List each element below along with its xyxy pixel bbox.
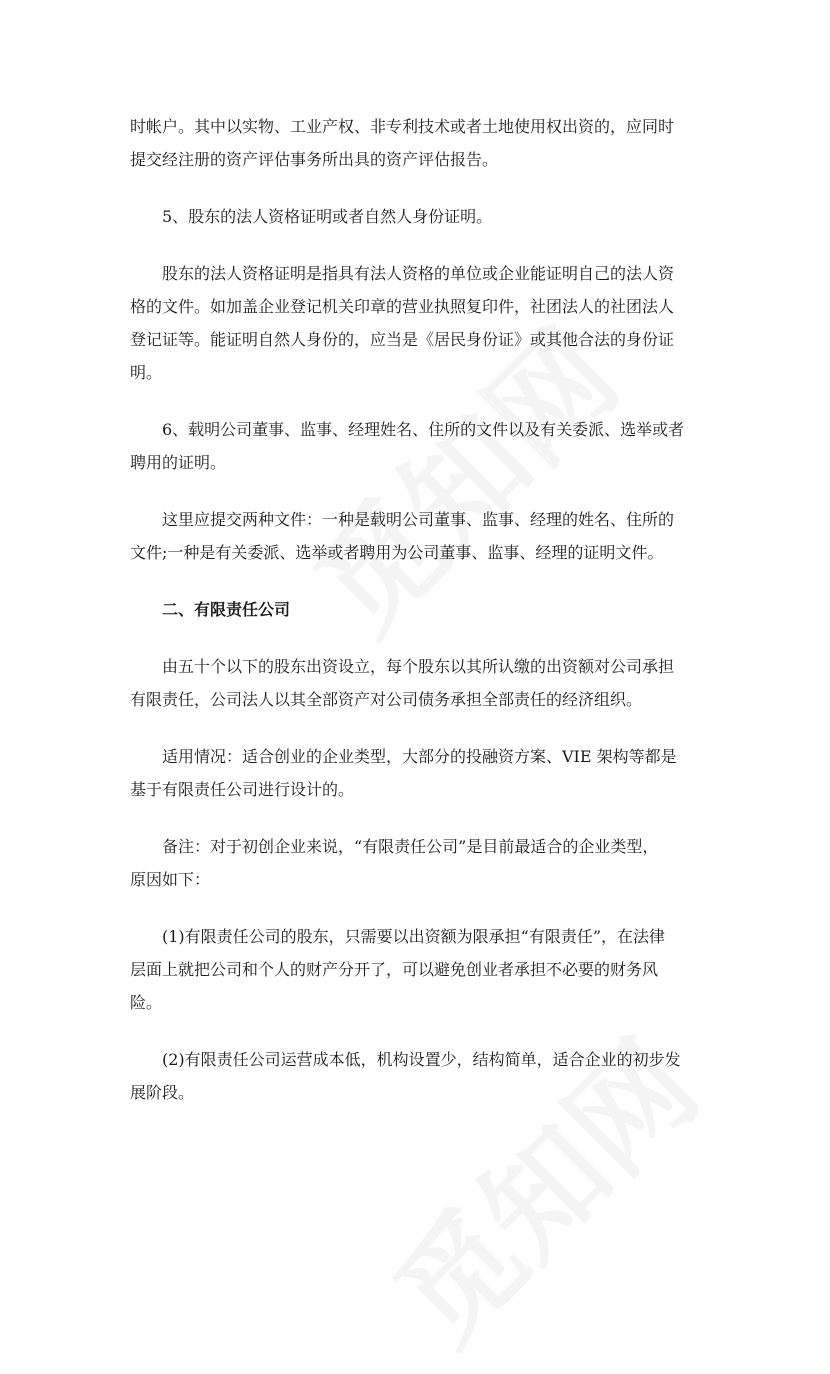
text-line: 由五十个以下的股东出资设立，每个股东以其所认缴的出资额对公司承担 bbox=[162, 657, 675, 676]
text-line: 适用情况：适合创业的企业类型，大部分的投融资方案、VIE 架构等都是 bbox=[162, 747, 677, 766]
para-capital-account bbox=[130, 110, 708, 176]
text-line: 险。 bbox=[130, 993, 163, 1012]
para-note bbox=[130, 830, 708, 896]
text-line: 格的文件。如加盖企业登记机关印章的营业执照复印件，社团法人的社团法人 bbox=[130, 297, 675, 316]
text-line: 备注：对于初创企业来说，“有限责任公司”是目前最适合的企业类型， bbox=[162, 837, 659, 856]
text-line: 提交经注册的资产评估事务所出具的资产评估报告。 bbox=[130, 150, 499, 169]
text-line: 5、股东的法人资格证明或者自然人身份证明。 bbox=[162, 207, 493, 226]
text-line: 6、载明公司董事、监事、经理姓名、住所的文件以及有关委派、选举或者 bbox=[162, 420, 685, 439]
text-line: 明。 bbox=[130, 363, 163, 382]
para-llc-definition bbox=[130, 650, 708, 716]
text-line: 聘用的证明。 bbox=[130, 453, 227, 472]
text-line: (1)有限责任公司的股东，只需要以出资额为限承担“有限责任”，在法律 bbox=[162, 927, 666, 946]
text-line: 层面上就把公司和个人的财产分开了，可以避免创业者承担不必要的财务风 bbox=[130, 960, 659, 979]
text-line: 二、有限责任公司 bbox=[162, 600, 291, 619]
reason-2 bbox=[130, 1043, 708, 1109]
text-line: 基于有限责任公司进行设计的。 bbox=[130, 780, 355, 799]
text-line: (2)有限责任公司运营成本低，机构设置少，结构简单，适合企业的初步发 bbox=[162, 1050, 681, 1069]
section-heading-llc bbox=[130, 593, 708, 626]
text-line: 文件;一种是有关委派、选举或者聘用为公司董事、监事、经理的证明文件。 bbox=[130, 543, 664, 562]
text-line: 展阶段。 bbox=[130, 1083, 195, 1102]
reason-1 bbox=[130, 920, 708, 1019]
text-line: 股东的法人资格证明是指具有法人资格的单位或企业能证明自己的法人资 bbox=[162, 264, 675, 283]
item-5 bbox=[130, 200, 708, 233]
text-line: 有限责任，公司法人以其全部资产对公司债务承担全部责任的经济组织。 bbox=[130, 690, 643, 709]
para-applicable bbox=[130, 740, 708, 806]
para-two-documents bbox=[130, 503, 708, 569]
text-line: 原因如下： bbox=[130, 870, 211, 889]
text-line: 登记证等。能证明自然人身份的，应当是《居民身份证》或其他合法的身份证 bbox=[130, 330, 675, 349]
text-line: 这里应提交两种文件：一种是载明公司董事、监事、经理的姓名、住所的 bbox=[162, 510, 675, 529]
text-line: 时帐户。其中以实物、工业产权、非专利技术或者土地使用权出资的，应同时 bbox=[130, 117, 675, 136]
para-legal-person-cert bbox=[130, 257, 708, 389]
document-body bbox=[130, 110, 708, 1133]
item-6 bbox=[130, 413, 708, 479]
